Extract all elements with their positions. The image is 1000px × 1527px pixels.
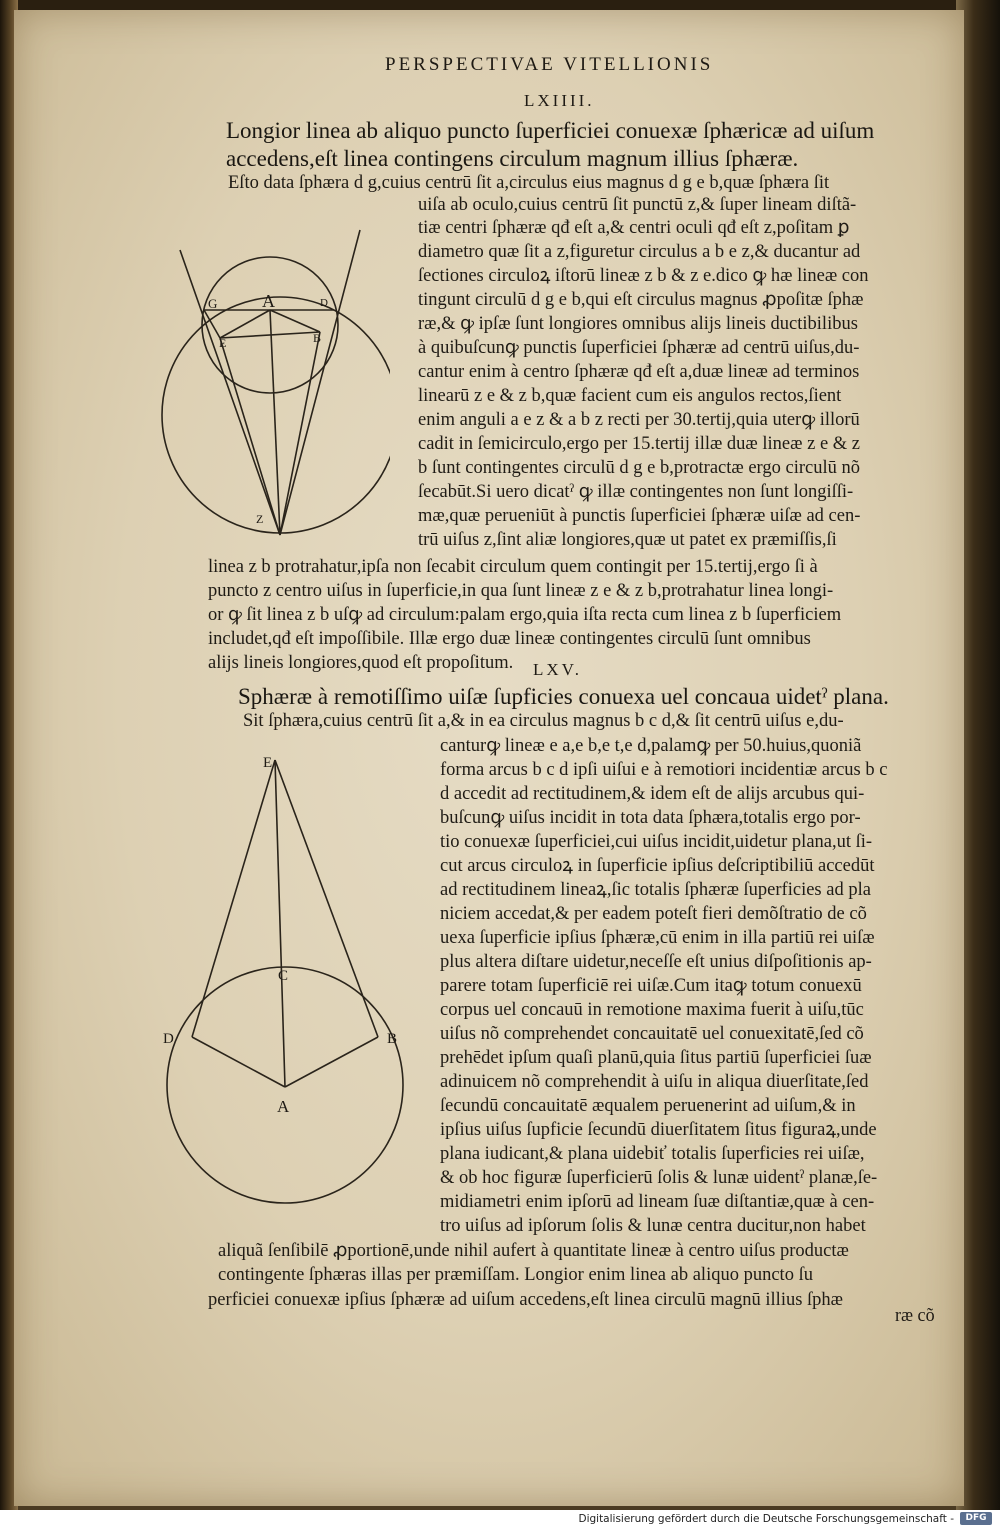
text-line: tingunt circulū d g e b,qui eſt circulus magnus ꝓpoſitæ ſphæ (418, 290, 864, 310)
figure-64-label-g: G (208, 296, 218, 311)
figure-65-label-e: E (263, 755, 273, 771)
text-line: uexa ſuperficie ipſius ſphæræ,cū enim in illa partiū rei uiſæ (440, 928, 875, 948)
text-line: plus altera diſtare uidetur,neceſſe eſt unius diſpoſitionis ap- (440, 952, 872, 972)
text-line: Sit ſphæra,cuius centrū ſit a,& in ea circulus magnus b c d,& ſit centrū uiſus e,du- (243, 711, 844, 731)
text-line: corpus uel concauū in remotione maxima fuerit à uiſu,tūc (440, 1000, 864, 1020)
figure-64-label-b: B (313, 331, 322, 345)
text-line: prehēdet ipſum quaſi planū,quia ſitus partiū ſuperficiei ſuæ (440, 1048, 872, 1068)
text-line: tio conuexæ ſuperficiei,cui uiſus incidit,uidetur plana,ut ſi- (440, 832, 873, 852)
figure-64-label-e: E (219, 336, 227, 350)
text-line: linea z b protrahatur,ipſa non ſecabit circulum quem contingit per 15.tertij,ergo ſi à (208, 557, 818, 577)
text-line: ipſius uiſus ſupficie ſecundū diuerſitatem ſitus figuraꝝ,unde (440, 1120, 877, 1140)
figure-65-label-b: B (387, 1031, 398, 1047)
text-line: ræ,& ꝙ ipſæ ſunt longiores omnibus alijs lineis ductibilibus (418, 314, 858, 334)
text-line: cadit in ſemicirculo,ergo per 15.tertij illæ duæ lineæ z e & z (418, 434, 861, 454)
text-line: aliquã ſenſibilē ꝓportionē,unde nihil aufert à quantitate lineæ à centro uiſus productæ (218, 1241, 849, 1261)
proposition-64-line-2: accedens,eſt linea contingens circulum magnum illius ſphæræ. (226, 146, 799, 171)
text-line: & ob hoc figuræ ſuperficierū ſolis & lunæ uidentˀ planæ,ſe- (440, 1168, 878, 1188)
figure-64-label-d: D (320, 297, 328, 309)
text-line: uiſa ab oculo,cuius centrū ſit punctū z,& ſuper lineam diſtã- (418, 195, 857, 215)
text-line: ad rectitudinem lineaꝝ,ſic totalis ſphæræ ſuperficies ad pla (440, 880, 871, 900)
text-line: linearū z e & z b,quæ facient cum eis angulos rectos,ſient (418, 386, 842, 406)
text-line: cut arcus circuloꝝ in ſuperficie ipſius deſcriptibiliū accedūt (440, 856, 875, 876)
text-line: ſecundū concauitatē æqualem peruenerint ad uiſum,& in (440, 1096, 856, 1116)
text-line: enim anguli a e z & a b z recti per 30.tertij,quia uterꝙ illorū (418, 410, 860, 430)
text-line: b ſunt contingentes circulū d g e b,protractæ ergo circulū nõ (418, 458, 860, 478)
section-number-65: LXV. (533, 660, 582, 679)
figure-64-label-z: Z (256, 512, 264, 526)
text-line: Eſto data ſphæra d g,cuius centrū ſit a,circulus eius magnus d g e b,quæ ſphæra ſit (228, 173, 830, 193)
text-line: à quibuſcunꝙ punctis ſuperficiei ſphæræ ad centrū uiſus,du- (418, 338, 860, 358)
figure-65-label-c: C (278, 968, 289, 984)
text-line: canturꝙ lineæ e a,e b,e t,e d,palamꝙ per 50.huius,quoniã (440, 736, 862, 756)
text-line: or ꝙ ſit linea z b uſꝙ ad circulum:palam ergo,quia iſta recta cum linea z b ſuperficiem (208, 605, 842, 625)
proposition-64-line-1: Longior linea ab aliquo puncto ſuperficiei conuexæ ſphæricæ ad uiſum (226, 118, 875, 143)
figure-64-label-a: A (262, 291, 275, 311)
running-head: PERSPECTIVAE VITELLIONIS (385, 54, 714, 75)
text-line: contingente ſphæras illas per præmiſſam. Longior enim linea ab aliquo puncto ſu (218, 1265, 813, 1285)
section-number-64: LXIIII. (524, 91, 595, 110)
text-line: d accedit ad rectitudinem,& idem eſt de alijs arcubus qui- (440, 784, 865, 804)
text-line: diametro quæ ſit a z,figuretur circulus a b e z,& ducantur ad (418, 242, 861, 262)
text-line: mæ,quæ perueniūt à punctis ſuperficiei ſphæræ uiſæ ad cen- (418, 506, 861, 526)
text-line: niciem accedat,& per eadem poteſt fieri demõſtratio de cõ (440, 904, 867, 924)
text-line: ſectiones circuloꝝ iſtorū lineæ z b & z e.dico ꝙ hæ lineæ con (418, 266, 869, 286)
text-line: ſecabūt.Si uero dicatˀ ꝙ illæ contingentes non ſunt longiſſi- (418, 482, 854, 502)
text-line: parere totam ſuperficiē rei uiſæ.Cum itaꝙ totum conuexū (440, 976, 862, 996)
text-line: includet,qđ eſt impoſſibile. Illæ ergo duæ lineæ contingentes circulū ſunt omnibus (208, 629, 811, 649)
figure-65-label-d: D (163, 1031, 174, 1047)
text-line: tiæ centri ſphæræ qđ eſt a,& centri oculi qđ eſt z,poſitam ꝑ (418, 218, 850, 238)
text-line: plana iudicant,& plana uidebiť totalis ſuperficies rei uiſæ, (440, 1144, 865, 1164)
text-line: midiametri enim ipſorū ad lineam ſuæ diſtantiæ,quæ à cen- (440, 1192, 875, 1212)
figure-65-diagram (155, 745, 415, 1215)
text-line: alijs lineis longiores,quod eſt propoſitum. (208, 653, 514, 673)
figure-64-diagram (160, 220, 390, 600)
text-line: tro uiſus ad ipſorum ſolis & lunæ centra ducitur,non habet (440, 1216, 866, 1236)
text-line: adinuicem nõ comprehendit à uiſu in aliqua diuerſitate,ſed (440, 1072, 869, 1092)
text-line: cantur enim à centro ſphæræ qđ eſt a,duæ lineæ ad terminos (418, 362, 860, 382)
text-line: buſcunꝙ uiſus incidit in tota data ſphæra,totalis ergo por- (440, 808, 861, 828)
text-line: uiſus nõ comprehendet concauitatē uel conuexitatē,ſed cõ (440, 1024, 864, 1044)
proposition-65-line-1: Sphæræ à remotiſſimo uiſæ ſupficies conuexa uel concaua uidetˀ plana. (238, 684, 889, 709)
figure-65-label-a: A (277, 1097, 290, 1116)
digitization-credit: Digitalisierung gefördert durch die Deutsche Forschungsgemeinschaft - (578, 1513, 954, 1525)
text-line: trū uiſus z,ſint aliæ longiores,quæ ut patet ex præmiſſis,ſi (418, 530, 837, 550)
text-line: puncto z centro uiſus in ſuperficie,in qua ſunt lineæ z e & z b,protrahatur linea longi- (208, 581, 834, 601)
dfg-logo: DFG (960, 1512, 992, 1525)
text-line: perficiei conuexæ ipſius ſphæræ ad uiſum accedens,eſt linea circulū magnū illius ſphæ (208, 1290, 844, 1310)
text-line: ræ cõ (895, 1306, 935, 1326)
text-line: forma arcus b c d ipſi uiſui e à remotiori incidentiæ arcus b c (440, 760, 888, 780)
